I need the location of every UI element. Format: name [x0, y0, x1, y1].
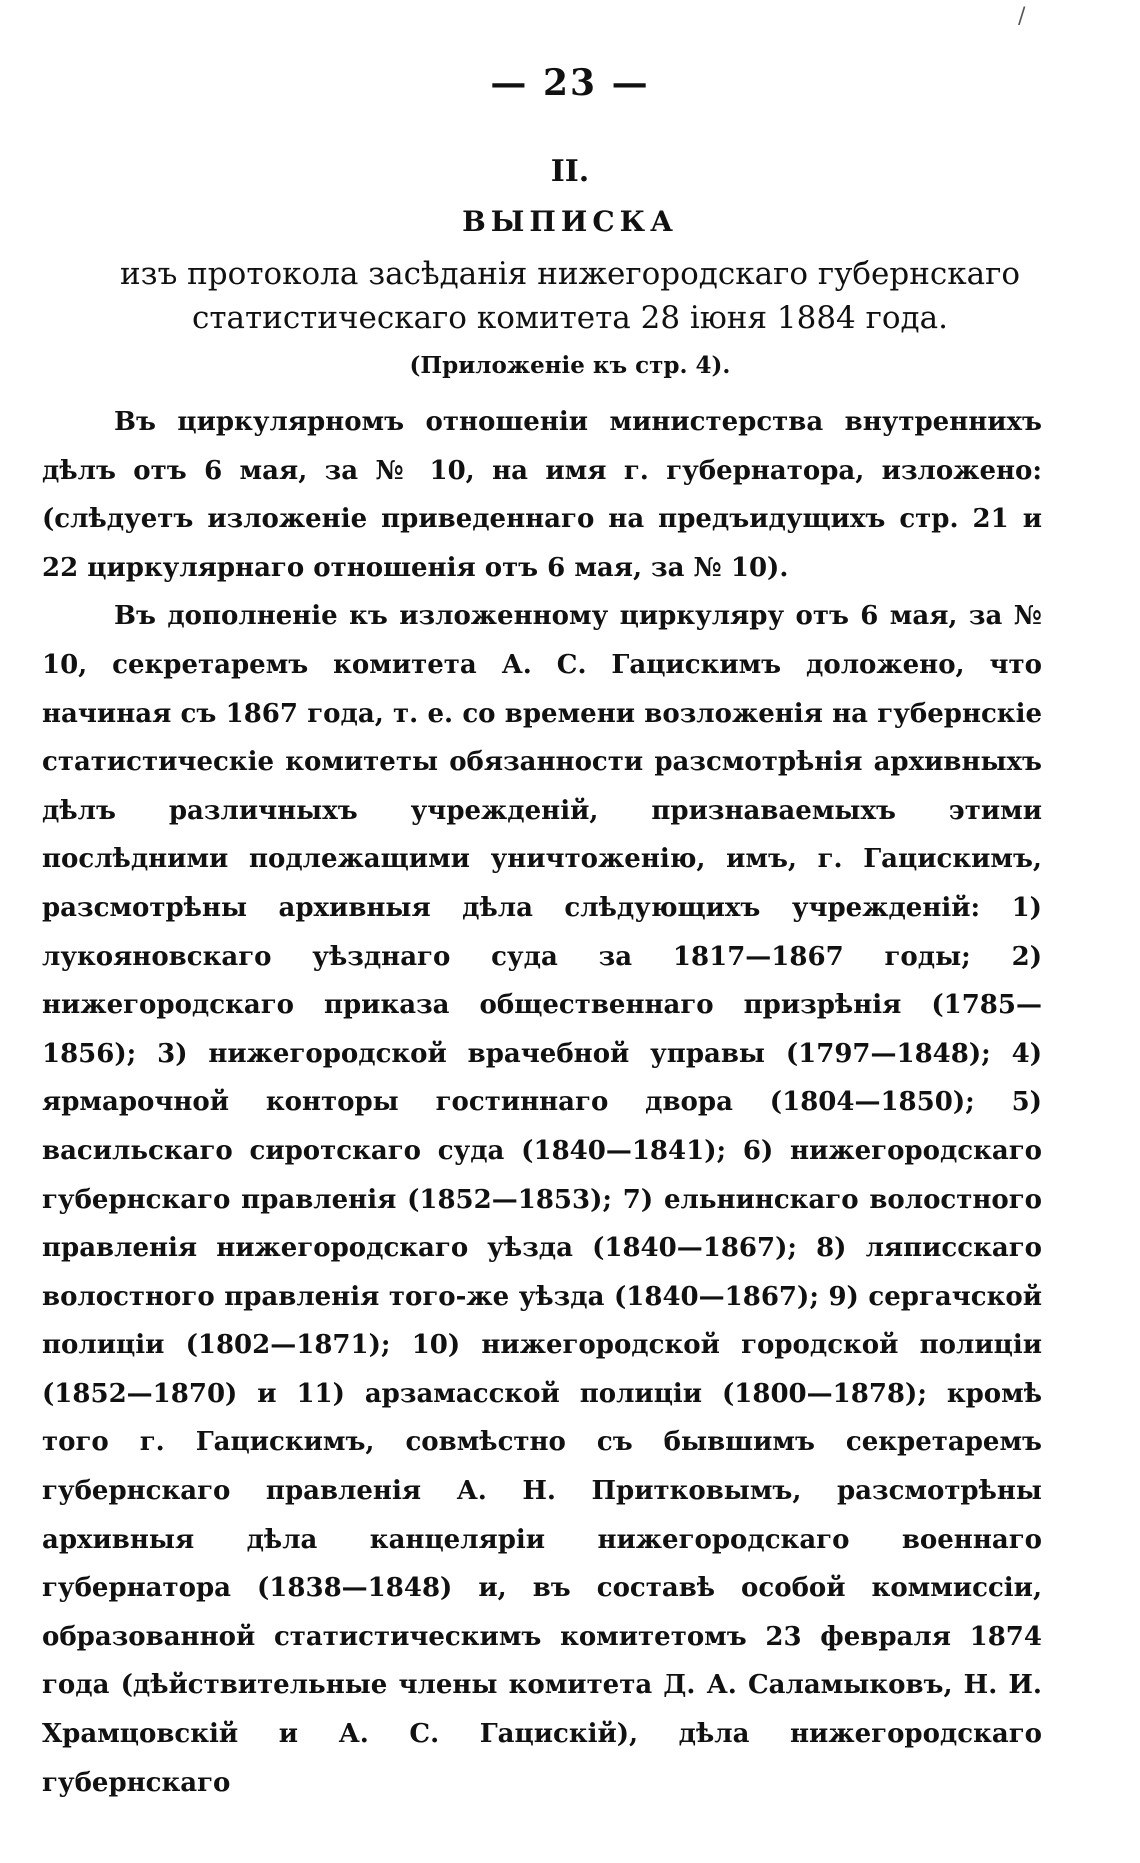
section-number: II. — [550, 154, 590, 189]
paragraph-2: Въ дополненіе къ изложенному циркуляру отъ 6 мая, за № 10, секретаремъ комитета А. С. Гацискимъ доложено, что начиная съ 1867 года, т. е. со времени возложенія на губернскіе статистическіе комитеты обязанности разсмотрѣнія архивныхъ дѣлъ различныхъ учрежденій, признаваемыхъ этими послѣдними подлежащими уничтоженію, имъ, г. Гацискимъ, разсмотрѣны архивныя дѣла слѣдующихъ учрежденій: 1) лукояновскаго уѣзднаго суда за 1817—1867 годы; 2) нижегородскаго приказа общественнаго призрѣнія (1785—1856); 3) нижегородской врачебной управы (1797—1848); 4) ярмарочной конторы гостиннаго двора (1804—1850); 5) васильскаго сиротскаго суда (1840—1841); 6) нижегородскаго губернскаго правленія (1852—1853); 7) ельнинскаго волостного правленія нижегородскаго уѣзда (1840—1867); 8) ляписскаго волостного правленія того-же уѣзда (1840—1867); 9) сергачской полиціи (1802—1871); 10) нижегородской городской полиціи (1852—1870) и 11) арзамасской полиціи (1800—1878); кромѣ того г. Гацискимъ, совмѣстно съ бывшимъ секретаремъ губернскаго правленія А. Н. Притковымъ, разсмотрѣны архивныя дѣла канцеляріи нижегородскаго военнаго губернатора (1838—1848) и, въ составѣ особой коммиссіи, образованной статистическимъ комитетомъ 23 февраля 1874 года (дѣйствительные члены комитета Д. А. Саламыковъ, Н. И. Храмцовскій и А. С. Гацискій), дѣла нижегородскаго губернскаго — [42, 601, 1042, 1798]
body-text — [42, 398, 1042, 1807]
document-heading: ВЫПИСКА — [462, 205, 678, 238]
paragraph-1: Въ циркулярномъ отношеніи министерства внутреннихъ дѣлъ отъ 6 мая, за № 10, на имя г. губернатора, изложено: (слѣдуетъ изложеніе приведеннаго на предъидущихъ стр. 21 и 22 циркулярнаго отношенія отъ 6 мая, за № 10). — [42, 407, 1042, 583]
subheading-line-1: изъ протокола засѣданія нижегородскаго губернскаго — [120, 256, 1020, 292]
appendix-note: (Приложеніе къ стр. 4). — [409, 352, 731, 379]
subheading-line-2: статистическаго комитета 28 іюня 1884 года. — [192, 300, 948, 336]
document-subheading — [60, 252, 1080, 340]
corner-mark: / — [1018, 4, 1026, 29]
page-number: — 23 — — [490, 62, 650, 104]
